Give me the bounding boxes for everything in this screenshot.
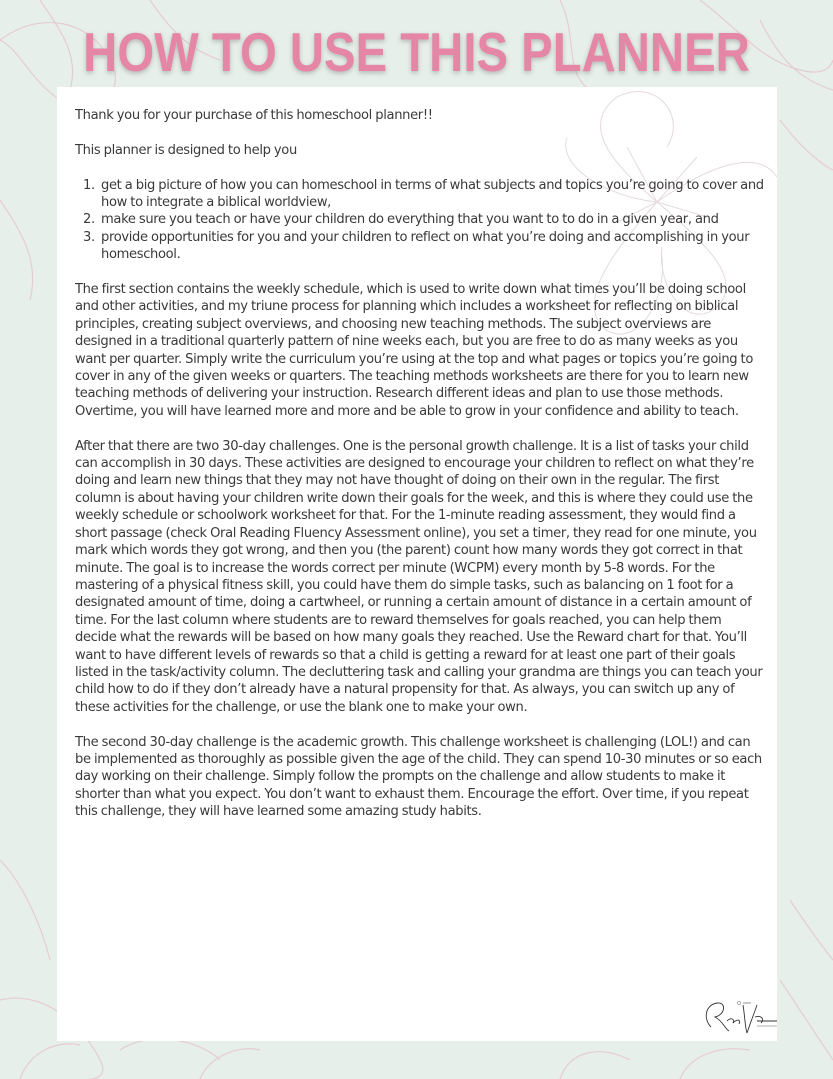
list-number: 3. [83, 229, 95, 245]
floral-petal-line [780, 120, 833, 170]
floral-petal-line [790, 900, 833, 960]
floral-petal-line [0, 860, 50, 960]
list-item [75, 177, 765, 212]
intro-text: This planner is designed to help you [75, 142, 297, 158]
list-item-text: provide opportunities for you and your children to reflect on what you’re doing and accomplishing in your homeschool. [101, 229, 750, 263]
document-body [75, 107, 765, 838]
content-panel [57, 87, 777, 1041]
floral-petal-line [680, 1049, 750, 1079]
thank-you-text: Thank you for your purchase of this homeschool planner!! [75, 108, 433, 123]
floral-petal-line [200, 1049, 260, 1079]
paragraph-personal-growth: After that there are two 30-day challenges. One is the personal growth challenge. It is a list of tasks your child can accomplish in 30 days. These activities are designed to encourage your children to reflect on what they’re doing and learn new things that they may not have thought of doing on their own in the regular. The first column is about having your children write down their goals for the week, and this is where they could use the weekly schedule or schoolwork worksheet for that. For the 1-minute reading assessment, they would find a short passage (check Oral Reading Fluency Assessment online), you set a timer, they read for one minute, you mark which words they got wrong, and then you (the parent) count how many words they got correct in that minute. The goal is to increase the words correct per minute (WCPM) every month by 5-8 words. For the mastering of a physical fitness skill, you could have them do simple tasks, such as balancing on 1 foot for a designated amount of time, doing a cartwheel, or running a certain amount of distance in a certain amount of time. For the last column where students are to reward themselves for goals reached, you can help them decide what the rewards will be based on how many goals they reached. Use the Reward chart for that. You’ll want to have different levels of rewards so that a child is getting a reward for at least one part of their goals listed in the task/activity column. The decluttering task and calling your grandma are things you can teach your child how to do if they don’t already have a natural propensity for that. As always, you can switch up any of these activities for the challenge, or use the blank one to make your own. [75, 438, 763, 715]
floral-petal-line [560, 1052, 630, 1079]
floral-petal-line [20, 1044, 80, 1079]
floral-petal-line [0, 200, 33, 300]
list-item [75, 211, 765, 228]
list-number: 1. [83, 177, 95, 193]
signature-logo [699, 997, 777, 1037]
floral-petal-line [780, 980, 833, 1060]
list-number: 2. [83, 212, 95, 228]
list-item-text: get a big picture of how you can homeschool in terms of what subjects and topics you’re going to cover and how to integrate a biblical worldview, [101, 177, 764, 210]
page-title: HOW TO USE THIS PLANNER [83, 21, 750, 83]
list-item [75, 229, 765, 264]
floral-petal-line [120, 1039, 220, 1060]
list-item-text: make sure you teach or have your children do everything that you want to to do in a given year, and [101, 212, 719, 228]
purpose-list [75, 177, 765, 264]
paragraph-academic-growth: The second 30-day challenge is the academic growth. This challenge worksheet is challenging (LOL!) and can be implemented as thoroughly as possible given the age of the child. They can spend 10-30 minutes or so each day working on their challenge. Simply follow the prompts on the challenge and allow students to make it shorter than what you expect. You don’t want to exhaust them. Encourage the effort. Over time, if you repeat this challenge, they will have learned some amazing study habits. [75, 734, 762, 820]
paragraph-first-section: The first section contains the weekly schedule, which is used to write down what times you’ll be doing school and other activities, and my triune process for planning which includes a worksheet for reflecting on biblical principles, creating subject overviews, and choosing new teaching methods. The subject overviews are designed in a traditional quarterly pattern of nine weeks each, but you are free to do as many weeks as you want per quarter. Simply write the curriculum you’re using at the top and what pages or topics you’re going to cover in any of the given weeks or quarters. The teaching methods worksheets are there for you to learn new teaching methods of delivering your instruction. Research different ideas and plan to use those methods. Overtime, you will have learned more and more and be able to grow in your confidence and ability to teach. [75, 282, 753, 419]
